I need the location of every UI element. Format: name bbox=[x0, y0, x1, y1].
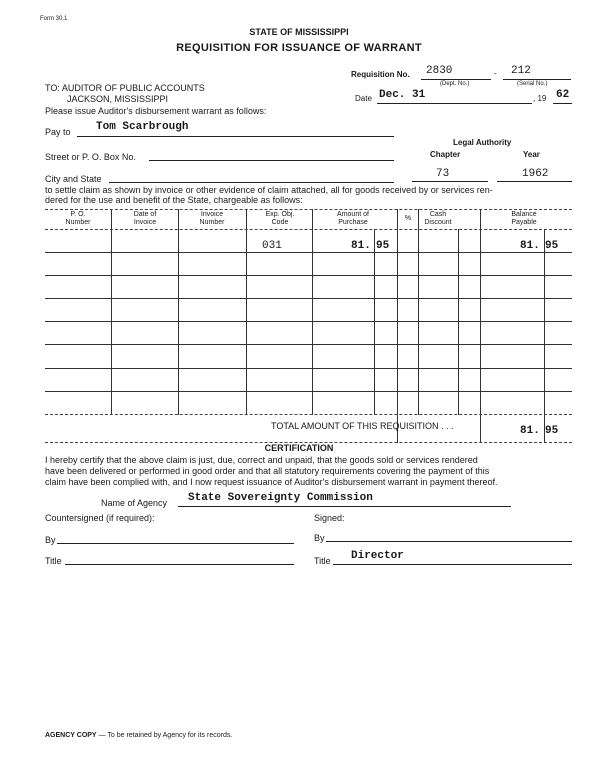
dept-number-line bbox=[421, 79, 491, 80]
col-divider bbox=[374, 229, 375, 415]
chapter-line bbox=[412, 181, 488, 182]
col-divider bbox=[178, 209, 179, 415]
row-separator bbox=[45, 275, 572, 276]
footer bbox=[45, 732, 232, 739]
total-dollars: 81. bbox=[520, 425, 540, 437]
chapter-value: 73 bbox=[436, 168, 450, 180]
date-line bbox=[377, 103, 532, 104]
row1-balance-cents: 95 bbox=[545, 240, 559, 252]
street-line bbox=[149, 160, 394, 161]
header-balance: Balance Payable bbox=[511, 211, 537, 226]
header-cash-discount: Cash Discount bbox=[424, 211, 452, 226]
agency-name-line bbox=[178, 506, 511, 507]
title-line-left bbox=[65, 564, 294, 565]
street-label: Street or P. O. Box No. bbox=[45, 152, 136, 162]
year-line bbox=[553, 103, 572, 104]
intro-text: Please issue Auditor's disbursement warrant as follows: bbox=[45, 106, 267, 116]
settle-text-2: dered for the use and benefit of the State, chargeable as follows: bbox=[45, 195, 303, 205]
by-line-left bbox=[57, 543, 294, 544]
col-divider bbox=[544, 229, 545, 443]
certification-line-1: I hereby certify that the above claim is just, due, correct and unpaid, that the goods sold or services rendered bbox=[45, 455, 478, 465]
title-value-right: Director bbox=[351, 550, 404, 562]
total-label: TOTAL AMOUNT OF THIS REQUISITION . . . bbox=[271, 421, 454, 431]
title-line-right bbox=[333, 564, 572, 565]
by-label-left: By bbox=[45, 535, 56, 545]
year-suffix: 62 bbox=[556, 89, 570, 101]
table-top-border bbox=[45, 209, 572, 210]
header-pct: % bbox=[404, 215, 412, 222]
year-value: 1962 bbox=[522, 168, 549, 180]
year-label: Year bbox=[523, 150, 540, 159]
col-divider bbox=[111, 209, 112, 415]
certification-line-3: claim have been complied with, and I now request issuance of Auditor's disbursement warrant in payment thereof. bbox=[45, 477, 498, 487]
agency-copy-text: — To be retained by Agency for its records. bbox=[98, 732, 233, 739]
col-divider bbox=[458, 229, 459, 415]
agency-name-label: Name of Agency bbox=[101, 498, 168, 508]
pay-to-value: Tom Scarbrough bbox=[96, 121, 189, 133]
addressee-line-1: TO: AUDITOR OF PUBLIC ACCOUNTS bbox=[45, 83, 205, 93]
header-bottom-border bbox=[45, 229, 572, 230]
legal-authority-label: Legal Authority bbox=[453, 138, 512, 147]
form-number: Form 30.1 bbox=[40, 16, 68, 22]
col-divider bbox=[246, 209, 247, 415]
signed-label: Signed: bbox=[314, 513, 345, 523]
city-line bbox=[109, 182, 394, 183]
col-divider bbox=[312, 209, 313, 415]
row-separator bbox=[45, 391, 572, 392]
row-separator bbox=[45, 321, 572, 322]
col-divider bbox=[397, 209, 398, 443]
dept-number: 2830 bbox=[426, 65, 453, 77]
row-separator bbox=[45, 344, 572, 345]
agency-copy-label: AGENCY COPY bbox=[45, 732, 97, 739]
requisition-label: Requisition No. bbox=[351, 70, 410, 79]
agency-name-value: State Sovereignty Commission bbox=[188, 492, 373, 504]
year-value-line bbox=[497, 181, 572, 182]
title-label-left: Title bbox=[45, 556, 62, 566]
row-separator bbox=[45, 368, 572, 369]
date-label: Date bbox=[355, 94, 372, 103]
header-exp-obj: Exp. Obj. Code bbox=[265, 211, 295, 226]
page-title: REQUISITION FOR ISSUANCE OF WARRANT bbox=[176, 42, 422, 54]
by-label-right: By bbox=[314, 533, 325, 543]
col-divider bbox=[418, 209, 419, 415]
title-label-right: Title bbox=[314, 556, 331, 566]
header-amount: Amount of Purchase bbox=[337, 211, 369, 226]
header-invoice-number: Invoice Number bbox=[199, 211, 225, 226]
settle-text-1: to settle claim as shown by invoice or other evidence of claim attached, all for goods received by or services ren- bbox=[45, 185, 493, 195]
date-value: Dec. 31 bbox=[379, 89, 426, 101]
header-po: P. O. Number bbox=[65, 211, 91, 226]
total-cents: 95 bbox=[545, 425, 559, 437]
chapter-label: Chapter bbox=[430, 150, 461, 159]
serial-caption: (Serial No.) bbox=[517, 81, 548, 87]
row1-amount-dollars: 81. bbox=[351, 240, 371, 252]
by-line-right bbox=[326, 541, 572, 542]
row1-exp-code: 031 bbox=[262, 240, 282, 252]
table-body-bottom bbox=[45, 414, 572, 415]
state-heading: STATE OF MISSISSIPPI bbox=[249, 27, 349, 37]
row1-balance-dollars: 81. bbox=[520, 240, 540, 252]
addressee-line-2: JACKSON, MISSISSIPPI bbox=[67, 94, 169, 104]
row1-amount-cents: 95 bbox=[376, 240, 390, 252]
pay-to-line bbox=[77, 136, 394, 137]
city-label: City and State bbox=[45, 174, 102, 184]
requisition-separator: - bbox=[494, 69, 497, 78]
certification-line-2: have been delivered or performed in good order and that all statutory requirements covering the payment of this bbox=[45, 466, 490, 476]
col-divider bbox=[480, 209, 481, 443]
countersigned-label: Countersigned (if required): bbox=[45, 513, 155, 523]
serial-number: 212 bbox=[511, 65, 531, 77]
pay-to-label: Pay to bbox=[45, 127, 71, 137]
row-separator bbox=[45, 298, 572, 299]
certification-title: CERTIFICATION bbox=[264, 443, 334, 453]
dept-caption: (Dept. No.) bbox=[440, 81, 470, 87]
serial-number-line bbox=[503, 79, 571, 80]
year-prefix: , 19 bbox=[533, 94, 547, 103]
row-separator bbox=[45, 252, 572, 253]
header-date-invoice: Date of Invoice bbox=[133, 211, 157, 226]
